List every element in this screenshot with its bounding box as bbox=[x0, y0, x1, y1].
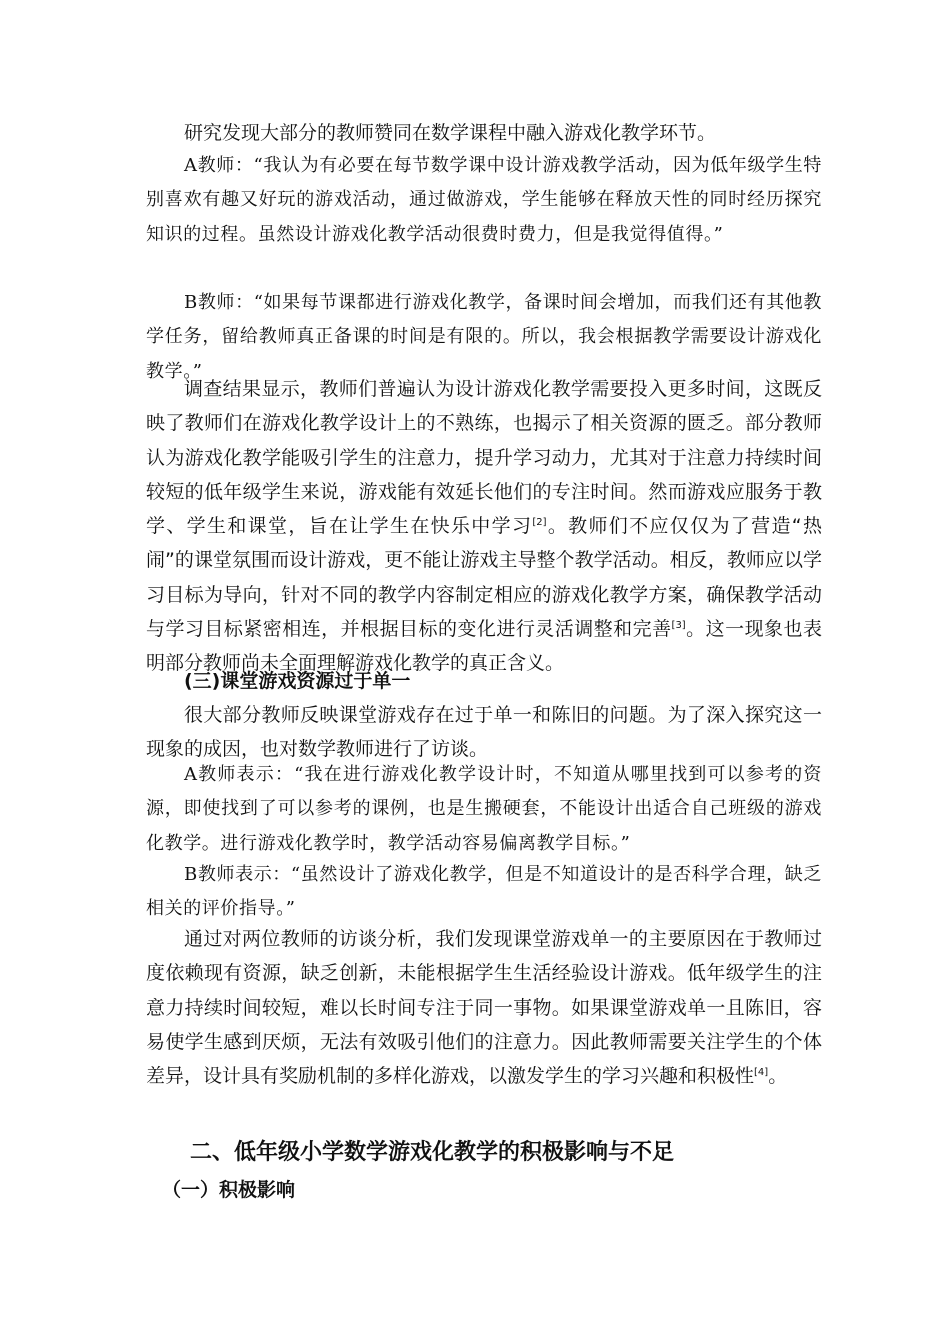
quote-teacher-b-2: B教师表示：“虽然设计了游戏化教学，但是不知道设计的是否科学合理，缺乏相关的评价指导。” bbox=[146, 864, 822, 920]
quote-teacher-b: B教师：“如果每节课都进行游戏化教学，备课时间会增加，而我们还有其他教学任务，留给教师真正备课的时间是有限的。所以，我会根据教学需要设计游戏化教学。” bbox=[146, 292, 822, 382]
paragraph-text: 通过对两位教师的访谈分析，我们发现课堂游戏单一的主要原因在于教师过度依赖现有资源，缺乏创新，未能根据学生生活经验设计游戏。低年级学生的注意力持续时间较短，难以长时间专注于同一事物。如果课堂游戏单一且陈旧，容易使学生感到厌烦，无法有效吸引他们的注意力。因此教师需要关注学生的个体差异，设计具有奖励机制的多样化游戏，以激发学生的学习兴趣和积极性 bbox=[146, 928, 822, 1088]
paragraph-text: 。 bbox=[768, 1065, 788, 1088]
heading-resources-single: (三)课堂游戏资源过于单一 bbox=[184, 670, 411, 692]
paragraph-text: 调查结果显示，教师们普遍认为设计游戏化教学需要投入更多时间，这既反映了教师们在游戏化教学设计上的不熟练，也揭示了相关资源的匮乏。部分教师认为游戏化教学能吸引学生的注意力，提升学习动力，尤其对于注意力持续时间较短的低年级学生来说，游戏能有效延长他们的专注时间。然而游戏应服务于教学、学生和课堂，旨在让学生在快乐中学习 bbox=[146, 378, 822, 538]
paragraph-survey-results bbox=[146, 372, 822, 681]
paragraph-text: 。这一现象也表明部分教师尚未全面理解游戏化教学的真正含义。 bbox=[146, 618, 822, 675]
subheading-positive-impact: （一）积极影响 bbox=[162, 1179, 296, 1201]
quote-teacher-a: A教师：“我认为有必要在每节数学课中设计游戏教学活动，因为低年级学生特别喜欢有趣又好玩的游戏活动，通过做游戏，学生能够在释放天性的同时经历探究知识的过程。虽然设计游戏化教学活动很费时费力，但是我觉得值得。” bbox=[146, 155, 822, 245]
section-heading-2: 二、低年级小学数学游戏化教学的积极影响与不足 bbox=[190, 1140, 675, 1165]
citation-2: [2] bbox=[532, 517, 547, 529]
paragraph-survey-finding: 研究发现大部分的教师赞同在数学课程中融入游戏化教学环节。 bbox=[184, 122, 717, 144]
paragraph-text: 。教师们不应仅仅为了营造“热闹”的课堂氛围而设计游戏，更不能让游戏主导整个教学活动。相反，教师应以学习目标为导向，针对不同的教学内容制定相应的游戏化教学方案，确保教学活动与学习目标紧密相连，并根据目标的变化进行灵活调整和完善 bbox=[146, 515, 822, 641]
citation-4: [4] bbox=[754, 1067, 769, 1079]
citation-3: [3] bbox=[671, 620, 686, 632]
quote-teacher-a-2: A教师表示：“我在进行游戏化教学设计时，不知道从哪里找到可以参考的资源，即使找到了可以参考的课例，也是生搬硬套，不能设计出适合自己班级的游戏化教学。进行游戏化教学时，教学活动容易偏离教学目标。” bbox=[146, 764, 822, 854]
paragraph-interview-analysis bbox=[146, 922, 822, 1093]
paragraph-interview-intro: 很大部分教师反映课堂游戏存在过于单一和陈旧的问题。为了深入探究这一现象的成因，也对数学教师进行了访谈。 bbox=[146, 704, 822, 761]
